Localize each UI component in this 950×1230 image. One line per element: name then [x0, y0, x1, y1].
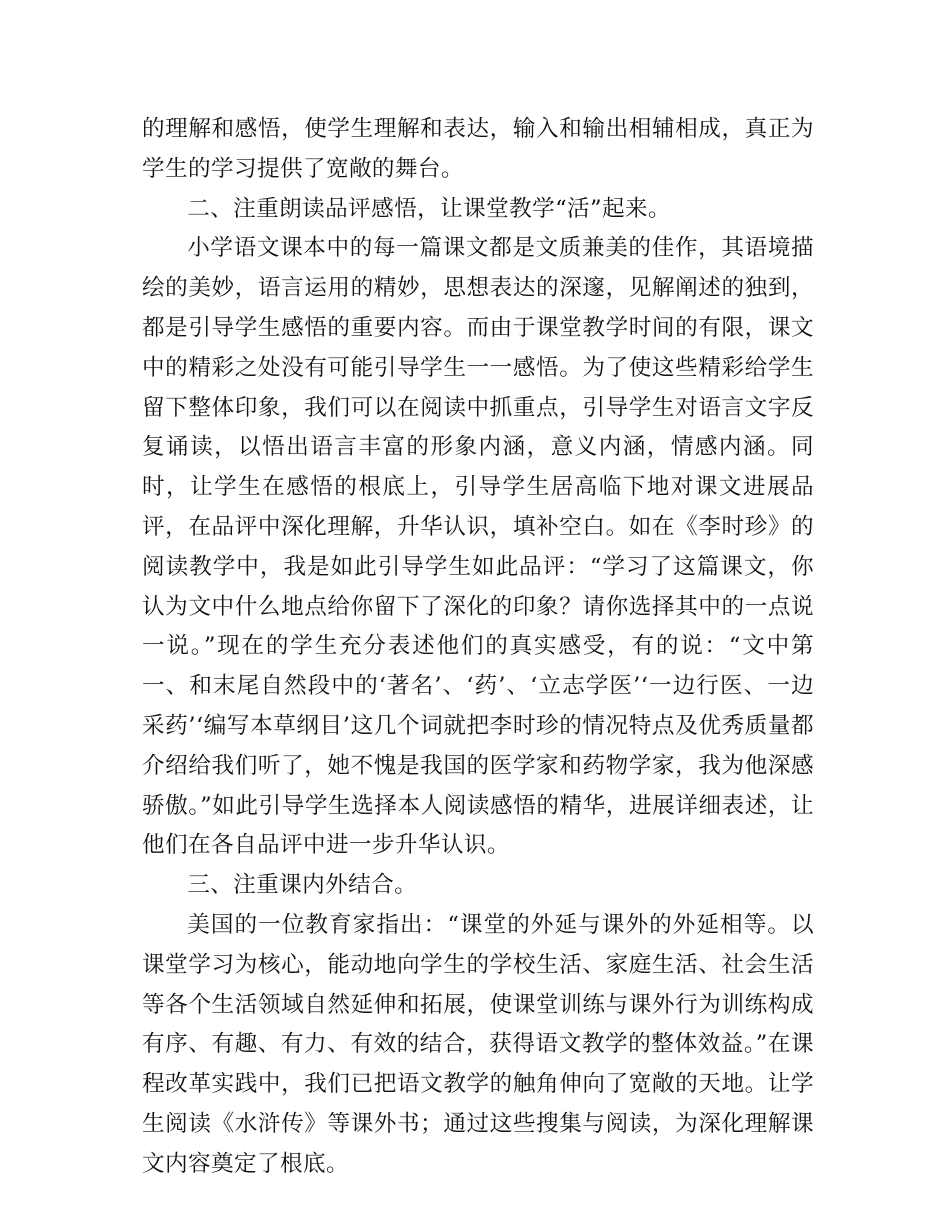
- paragraph-in-out-class: 美国的一位教育家指出：“课堂的外延与课外的外延相等。以课堂学习为核心，能动地向学生的学校生活、家庭生活、社会生活等各个生活领域自然延伸和拓展，使课堂训练与课外行为训练构成有序、有趣、有力、有效的结合，获得语文教学的整体效益。”在课程改革实践中，我们已把语文教学的触角伸向了宽敞的天地。让学生阅读《水浒传》等课外书；通过这些搜集与阅读，为深化理解课文内容奠定了根底。: [142, 911, 814, 1177]
- section-heading-3: 三、注重课内外结合。: [187, 872, 418, 899]
- section-heading-2: 二、注重朗读品评感悟，让课堂教学“活”起来。: [187, 195, 671, 222]
- paragraph-continued: 的理解和感悟，使学生理解和表达，输入和输出相辅相成，真正为学生的学习提供了宽敞的舞台。: [142, 116, 814, 182]
- paragraph-reading-appreciation: 小学语文课本中的每一篇课文都是文质兼美的佳作，其语境描绘的美妙，语言运用的精妙，思想表达的深邃，见解阐述的独到，都是引导学生感悟的重要内容。而由于课堂教学时间的有限，课文中的精彩之处没有可能引导学生一一感悟。为了使这些精彩给学生留下整体印象，我们可以在阅读中抓重点，引导学生对语言文字反复诵读，以悟出语言丰富的形象内涵，意义内涵，情感内涵。同时，让学生在感悟的根底上，引导学生居高临下地对课文进展品评，在品评中深化理解，升华认识，填补空白。如在《李时珍》的阅读教学中，我是如此引导学生如此品评：“学习了这篇课文，你认为文中什么地点给你留下了深化的印象？请你选择其中的一点说一说。”现在的学生充分表述他们的真实感受，有的说：“文中第一、和末尾自然段中的‘著名’、‘药’、‘立志学医’‘一边行医、一边采药’‘编写本草纲目’这几个词就把李时珍的情况特点及优秀质量都介绍给我们听了，她不愧是我国的医学家和药物学家，我为他深感骄傲。”如此引导学生选择本人阅读感悟的精华，进展详细表述，让他们在各自品评中进一步升华认识。: [142, 235, 814, 859]
- body-text: [142, 110, 814, 1185]
